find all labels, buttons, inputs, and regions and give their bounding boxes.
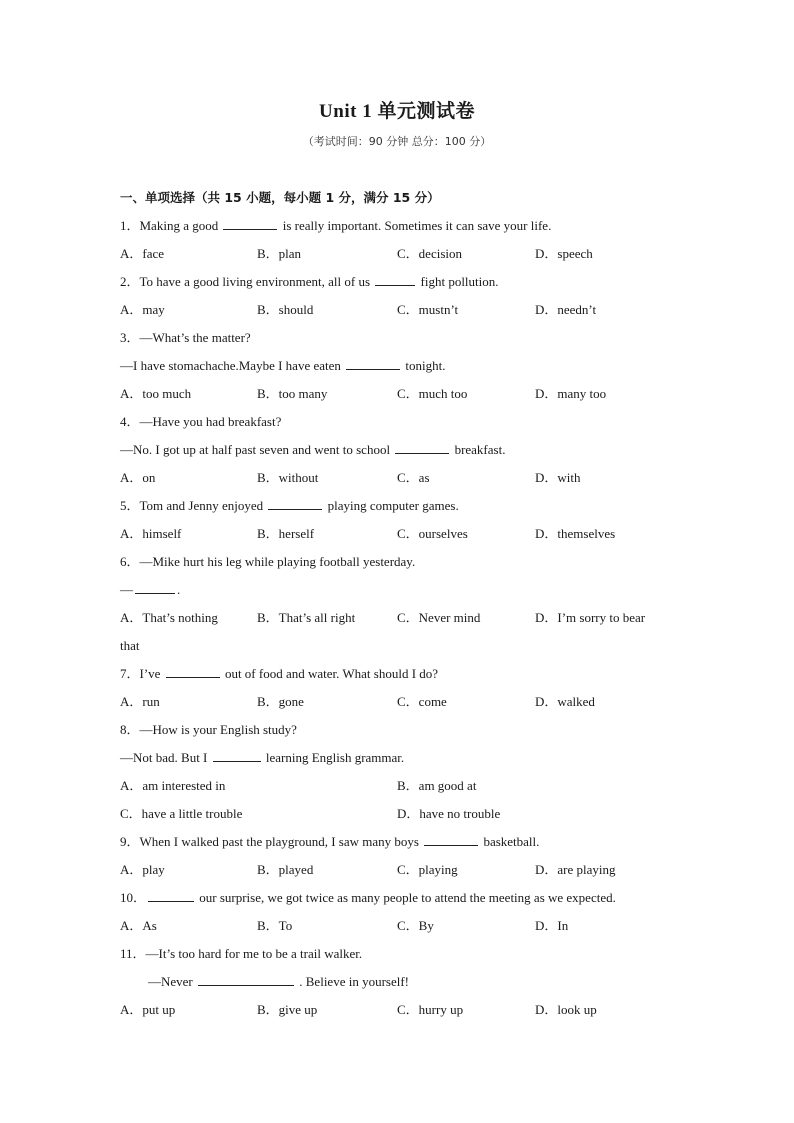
option-a: A．may	[120, 302, 165, 317]
question-text: 1．Making a good	[120, 218, 222, 233]
option-a: A．face	[120, 246, 165, 261]
option-b: B．without	[257, 470, 319, 485]
question-text: out of food and water. What should I do?	[221, 666, 439, 681]
answer-blank	[213, 748, 261, 762]
option-c: C．come	[397, 694, 447, 709]
option-a: A．run	[120, 694, 160, 709]
option-d: D．speech	[535, 246, 593, 261]
option-d: D．are playing	[535, 862, 616, 877]
question-8: 8．—How is your English study?	[120, 722, 297, 737]
question-text: .	[177, 582, 181, 597]
option-c: C．By	[397, 918, 434, 933]
option-a: A．put up	[120, 1002, 176, 1017]
option-b: B．plan	[257, 246, 302, 261]
question-9	[120, 832, 539, 852]
option-a: A．As	[120, 918, 157, 933]
question-text: basketball.	[480, 834, 540, 849]
option-c: C．ourselves	[397, 526, 468, 541]
answer-blank	[148, 888, 194, 902]
option-d-continuation: that	[120, 638, 140, 653]
question-3-answer-line	[120, 356, 446, 376]
option-b: B．too many	[257, 386, 328, 401]
option-c: C．much too	[397, 386, 468, 401]
question-5	[120, 496, 459, 516]
option-b: B．That’s all right	[257, 610, 356, 625]
option-d: D．look up	[535, 1002, 597, 1017]
answer-blank	[395, 440, 449, 454]
option-b: B．To	[257, 918, 293, 933]
option-b: B．give up	[257, 1002, 318, 1017]
question-text: —No. I got up at half past seven and went to school	[120, 442, 394, 457]
page-title: Unit 1 单元测试卷	[319, 101, 475, 122]
question-3: 3．—What’s the matter?	[120, 330, 251, 345]
answer-blank	[268, 496, 322, 510]
option-d: D．have no trouble	[397, 806, 501, 821]
question-4-answer-line	[120, 440, 505, 460]
question-text: —Not bad. But I	[120, 750, 211, 765]
answer-blank	[375, 272, 415, 286]
question-text: is really important. Sometimes it can save your life.	[279, 218, 552, 233]
question-text: 10．	[120, 890, 147, 905]
option-d: D．with	[535, 470, 581, 485]
question-11: 11．—It’s too hard for me to be a trail walker.	[120, 946, 363, 961]
question-text: —I have stomachache.Maybe I have eaten	[120, 358, 345, 373]
question-6: 6．—Mike hurt his leg while playing football yesterday.	[120, 554, 416, 569]
option-a: A．himself	[120, 526, 182, 541]
option-d: D．I’m sorry to bear	[535, 610, 646, 625]
question-text: learning English grammar.	[262, 750, 405, 765]
option-c: C．hurry up	[397, 1002, 464, 1017]
exam-info: （考试时间：90 分钟 总分：100 分）	[302, 135, 492, 148]
question-text: 9．When I walked past the playground, I saw many boys	[120, 834, 423, 849]
option-a: A．on	[120, 470, 156, 485]
option-c: C．mustn’t	[397, 302, 459, 317]
option-c: C．playing	[397, 862, 458, 877]
option-c: C．decision	[397, 246, 462, 261]
question-1	[120, 216, 551, 236]
answer-blank	[198, 972, 294, 986]
question-text: our surprise, we got twice as many people to attend the meeting as we expected.	[196, 890, 616, 905]
answer-blank	[346, 356, 400, 370]
option-a: A．play	[120, 862, 165, 877]
option-d: D．needn’t	[535, 302, 597, 317]
answer-blank	[166, 664, 220, 678]
option-d: D．themselves	[535, 526, 616, 541]
question-text: —Never	[148, 974, 197, 989]
question-10	[120, 888, 616, 908]
option-b: B．played	[257, 862, 314, 877]
option-d: D．In	[535, 918, 569, 933]
option-b: B．should	[257, 302, 314, 317]
option-b: B．am good at	[397, 778, 477, 793]
question-text: 7．I’ve	[120, 666, 164, 681]
question-11-answer-line	[148, 972, 409, 992]
answer-blank	[135, 580, 175, 594]
question-text: breakfast.	[451, 442, 506, 457]
option-c: C．Never mind	[397, 610, 481, 625]
question-text: . Believe in yourself!	[296, 974, 410, 989]
answer-blank	[424, 832, 478, 846]
option-b: B．herself	[257, 526, 315, 541]
question-text: fight pollution.	[417, 274, 499, 289]
option-a: A．That’s nothing	[120, 610, 218, 625]
option-a: A．too much	[120, 386, 192, 401]
option-c: C．have a little trouble	[120, 806, 243, 821]
question-text: tonight.	[402, 358, 446, 373]
question-text: 5．Tom and Jenny enjoyed	[120, 498, 267, 513]
option-c: C．as	[397, 470, 430, 485]
question-text: 2．To have a good living environment, all of us	[120, 274, 374, 289]
question-text: —	[120, 582, 133, 597]
option-d: D．many too	[535, 386, 607, 401]
answer-blank	[223, 216, 277, 230]
option-a: A．am interested in	[120, 778, 226, 793]
question-2	[120, 272, 499, 292]
option-b: B．gone	[257, 694, 304, 709]
option-d: D．walked	[535, 694, 595, 709]
question-4: 4．—Have you had breakfast?	[120, 414, 282, 429]
question-6-answer-line	[120, 580, 180, 600]
section-heading: 一、单项选择（共 15 小题，每小题 1 分，满分 15 分）	[120, 190, 440, 205]
question-8-answer-line	[120, 748, 404, 768]
question-text: playing computer games.	[324, 498, 459, 513]
question-7	[120, 664, 438, 684]
